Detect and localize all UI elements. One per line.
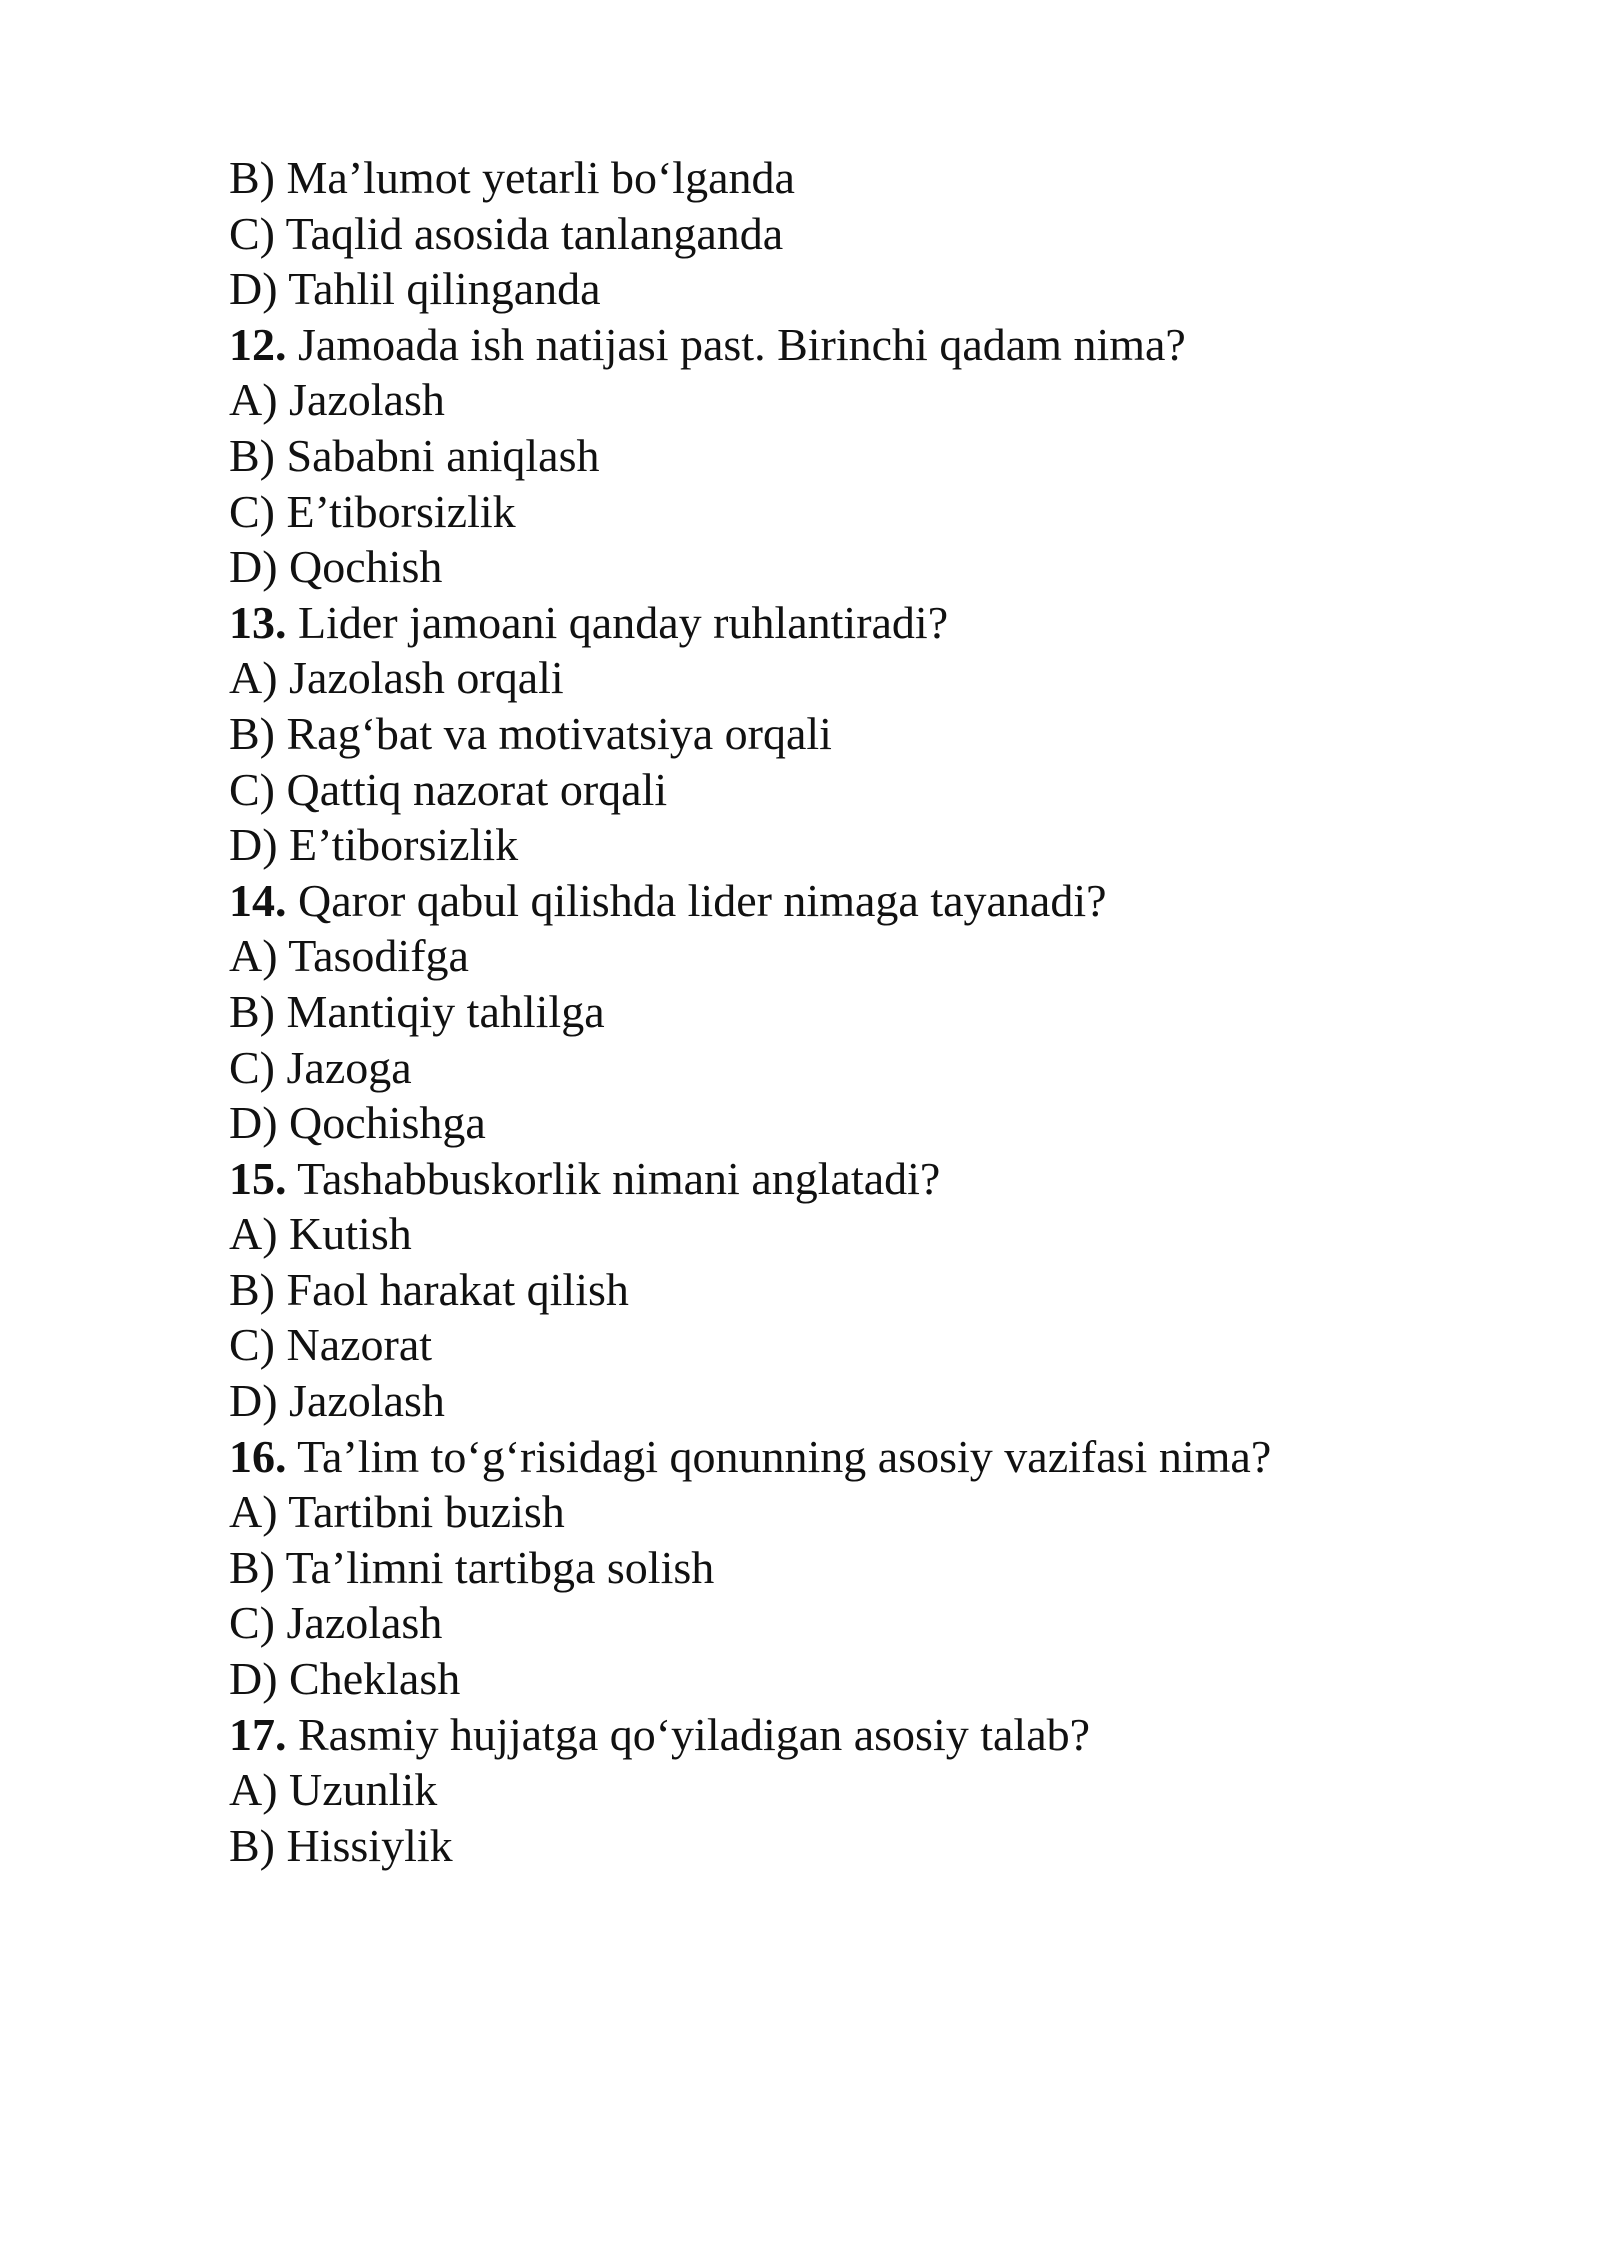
- answer-option: D) Jazolash: [229, 1375, 445, 1427]
- question-text: [229, 595, 1479, 651]
- answer-option: A) Tasodifga: [229, 930, 469, 982]
- answer-option: B) Sababni aniqlash: [229, 429, 600, 481]
- document-body: [229, 150, 1479, 1873]
- question-number: 16.: [229, 1430, 287, 1482]
- question-text: [229, 1707, 1479, 1763]
- answer-option: A) Tartibni buzish: [229, 1486, 565, 1538]
- answer-option: D) Qochishga: [229, 1097, 486, 1149]
- answer-option: B) Mantiqiy tahlilga: [229, 985, 605, 1037]
- question-14: [229, 873, 1479, 1151]
- answer-option: D) Qochish: [229, 541, 443, 593]
- question-stem: Qaror qabul qilishda lider nimaga tayanadi?: [286, 874, 1107, 926]
- question-17: [229, 1707, 1479, 1874]
- answer-option: B) Faol harakat qilish: [229, 1263, 629, 1315]
- answer-option: C) E’tiborsizlik: [229, 485, 516, 537]
- question-text: [229, 1429, 1479, 1485]
- question-text: [229, 873, 1479, 929]
- question-stem: Jamoada ish natijasi past. Birinchi qadam nima?: [286, 318, 1186, 370]
- answer-option: A) Jazolash orqali: [229, 652, 564, 704]
- question-stem: Tashabbuskorlik nimani anglatadi?: [286, 1152, 941, 1204]
- question-number: 17.: [229, 1708, 287, 1760]
- answer-option: A) Kutish: [229, 1208, 412, 1260]
- answer-option: C) Jazolash: [229, 1597, 443, 1649]
- question-text: [229, 1151, 1479, 1207]
- answer-option: A) Jazolash: [229, 374, 445, 426]
- question-stem: Ta’lim to‘g‘risidagi qonunning asosiy vazifasi nima?: [286, 1430, 1272, 1482]
- answer-option: A) Uzunlik: [229, 1764, 438, 1816]
- answer-option: B) Hissiylik: [229, 1819, 453, 1871]
- answer-option: B) Rag‘bat va motivatsiya orqali: [229, 707, 832, 759]
- question-13: [229, 595, 1479, 873]
- question-number: 13.: [229, 596, 287, 648]
- answer-option: B) Ma’lumot yetarli bo‘lganda: [229, 152, 795, 203]
- question-12: [229, 317, 1479, 595]
- answer-option: C) Qattiq nazorat orqali: [229, 763, 668, 815]
- answer-option: D) Tahlil qilinganda: [229, 263, 601, 315]
- question-11-continuation: [229, 150, 1479, 317]
- question-16: [229, 1429, 1479, 1707]
- question-number: 15.: [229, 1152, 287, 1204]
- answer-option: C) Jazoga: [229, 1041, 412, 1093]
- question-stem: Lider jamoani qanday ruhlantiradi?: [286, 596, 949, 648]
- answer-option: B) Ta’limni tartibga solish: [229, 1541, 715, 1593]
- question-stem: Rasmiy hujjatga qo‘yiladigan asosiy talab?: [286, 1708, 1091, 1760]
- question-15: [229, 1151, 1479, 1429]
- answer-option: D) Cheklash: [229, 1653, 461, 1705]
- question-number: 12.: [229, 318, 287, 370]
- answer-option: C) Nazorat: [229, 1319, 433, 1371]
- question-number: 14.: [229, 874, 287, 926]
- question-text: [229, 317, 1479, 373]
- answer-option: D) E’tiborsizlik: [229, 819, 519, 871]
- answer-option: C) Taqlid asosida tanlanganda: [229, 207, 784, 259]
